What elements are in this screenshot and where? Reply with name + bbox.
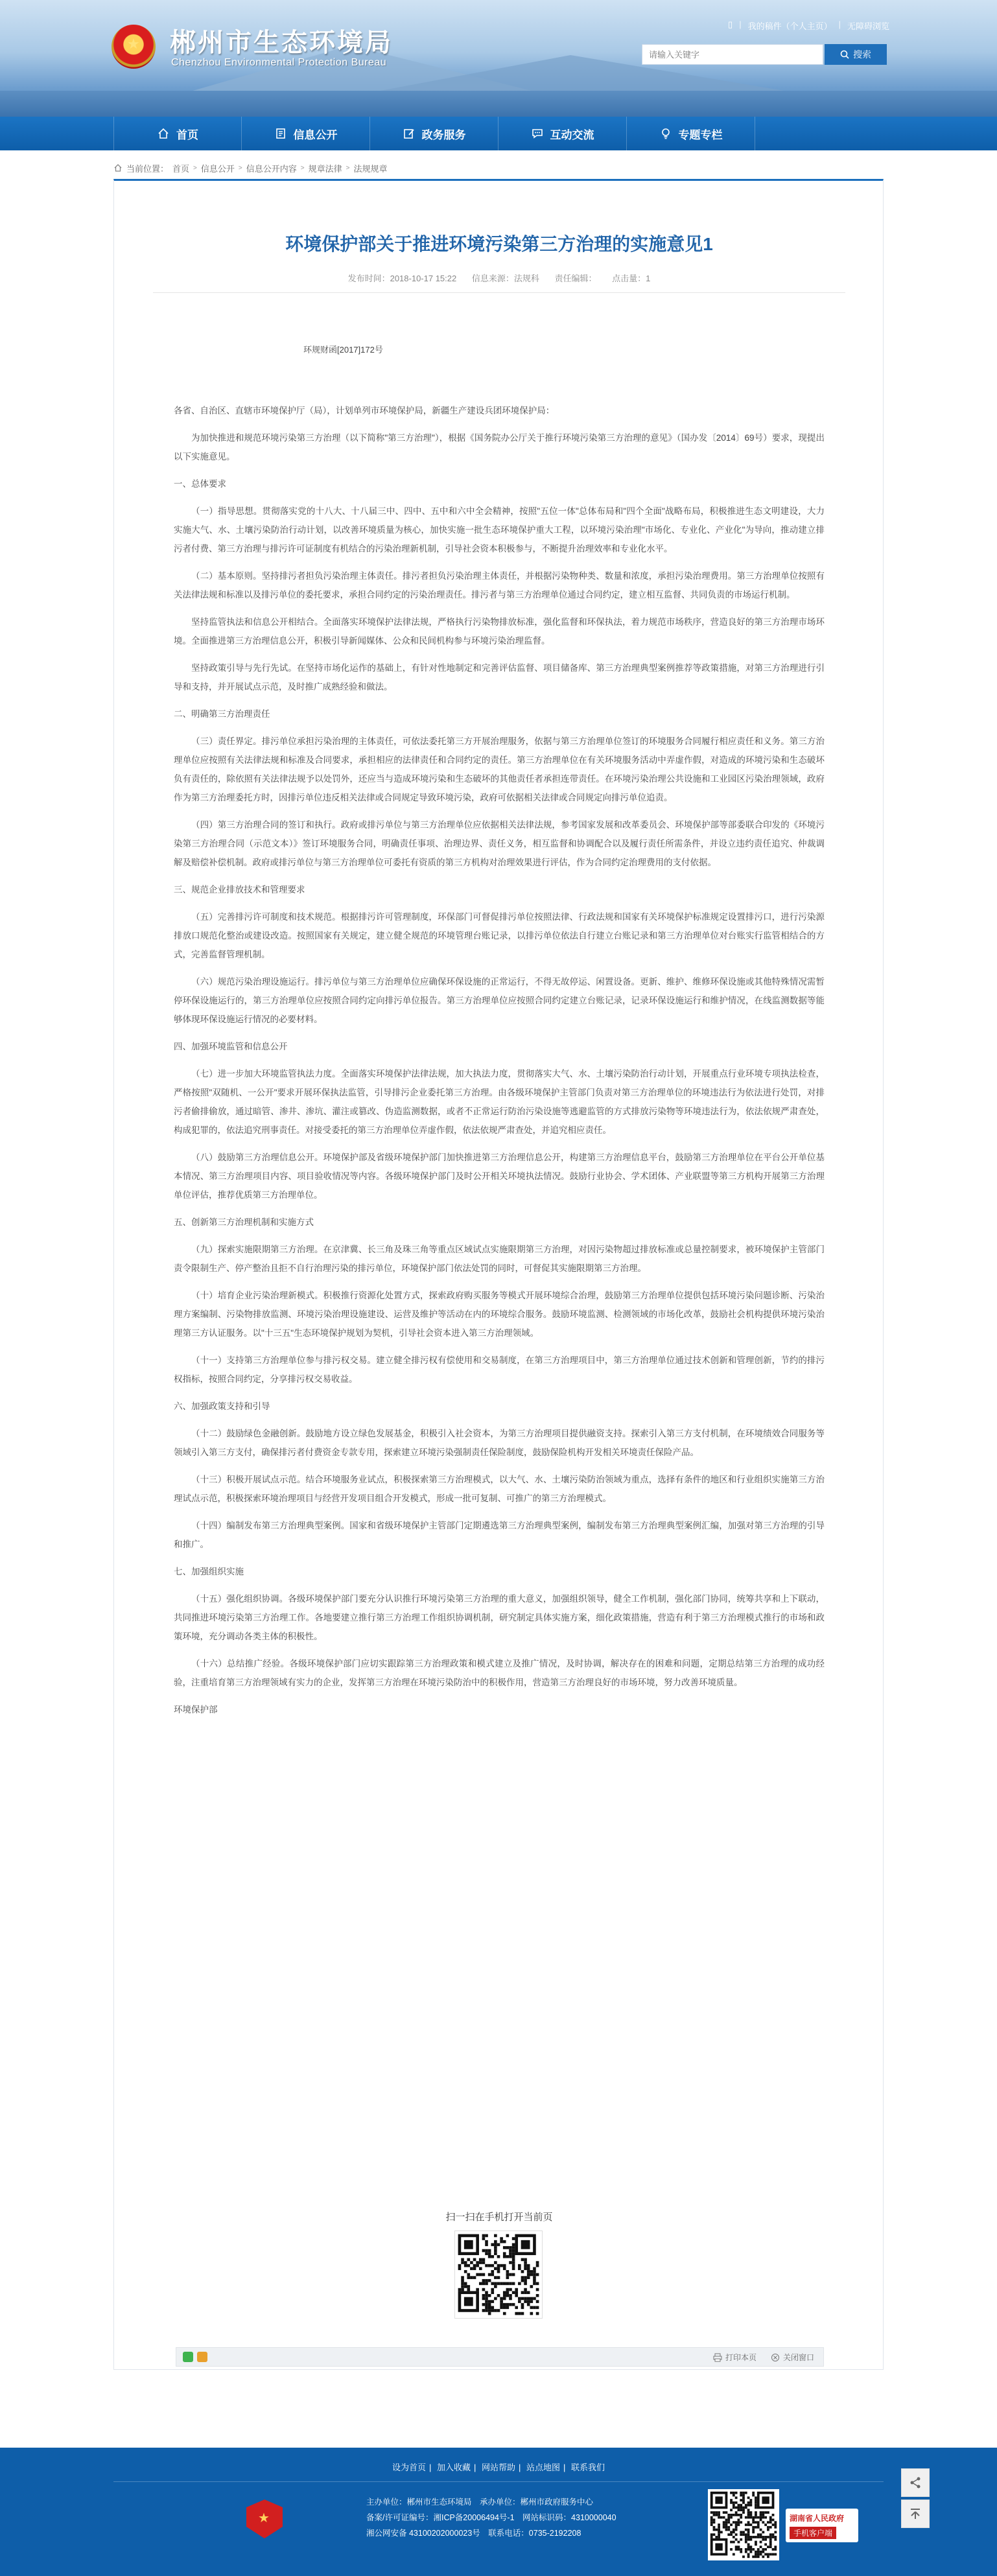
- close-window-button[interactable]: [771, 2352, 814, 2363]
- article-paragraph: （八）鼓励第三方治理信息公开。环境保护部及省级环境保护部门加快推进第三方治理信息公开，构建第三方治理信息平台，鼓励第三方治理单位在平台公开单位基本情况、第三方治理项目内容、项目验收情况等内容。各级环境保护部门及时公开相关环境执法情况。鼓励行业协会、学术团体、产业联盟等第三方机构开展第三方治理单位评估，推荐优质第三方治理单位。: [174, 1153, 825, 1200]
- emblem-star-icon: ★: [127, 36, 140, 53]
- search-button[interactable]: [825, 44, 887, 65]
- article-paragraph: （五）完善排污许可制度和技术规范。根据排污许可管理制度，环保部门可督促排污单位按照法律、行政法规和国家有关环境保护标准规定设置排污口，进行污染源排放口规范化整治或建设改造。按照国家有关规定，建立健全规范的环境管理台账记录，以排污单位依法自行建立台账记录和第三方治理单位对台账实行监管相结合的方式，完善监督管理机制。: [174, 912, 825, 959]
- breadcrumb-prefix: 当前位置：: [126, 163, 169, 174]
- click-count: 点击量：1: [612, 274, 651, 283]
- float-share-button[interactable]: [901, 2468, 930, 2497]
- article-paragraph: （十一）支持第三方治理单位参与排污权交易。建立健全排污权有偿使用和交易制度，在第三方治理项目中，第三方治理单位通过技术创新和管理创新，节约的排污权指标，按照合同约定，分享排污权交易收益。: [174, 1355, 825, 1384]
- footer-link-contact[interactable]: 联系我们: [571, 2463, 605, 2472]
- print-label: 打印本页: [725, 2353, 757, 2362]
- mobile-icon[interactable]: ▯: [728, 19, 733, 29]
- document-icon: [274, 127, 287, 140]
- document-number: 环规财函[2017]172号: [303, 345, 383, 355]
- share-icon[interactable]: [197, 2352, 207, 2362]
- chevron-right-icon: >: [300, 164, 305, 172]
- search-input[interactable]: [642, 44, 823, 65]
- qr-label: 扫一扫在手机打开当前页: [445, 2212, 553, 2223]
- breadcrumb-item[interactable]: 法规规章: [353, 163, 388, 174]
- app-badge[interactable]: [786, 2509, 858, 2542]
- arrow-up-icon: [908, 2507, 922, 2521]
- nav-label: 信息公开: [293, 128, 338, 141]
- close-label: 关闭窗口: [782, 2353, 814, 2362]
- search-icon: [840, 50, 849, 59]
- footer-info-line: 湘公网安备 43100202000023号 联系电话：0735-2192208: [366, 2529, 581, 2538]
- article-paragraph: （二）基本原则。坚持排污者担负污染治理主体责任。排污者担负污染治理主体责任，并根据污染物种类、数量和浓度，承担污染治理费用。第三方治理单位按照有关法律法规和标准以及排污单位的委托要求，承担合同约定的污染治理责任。排污者与第三方治理单位通过合同约定，建立相互监督、共同负责的市场运行机制。: [174, 571, 825, 600]
- printer-icon: [713, 2353, 722, 2362]
- qr-code-icon: [454, 2231, 543, 2319]
- badge-line1: 湖南省人民政府: [790, 2514, 845, 2523]
- footer-info-line: 主办单位：郴州市生态环境局 承办单位：郴州市政府服务中心: [366, 2498, 594, 2507]
- section-heading: 七、加强组织实施: [174, 1567, 244, 1576]
- publish-time: 发布时间：2018-10-17 15:22: [347, 274, 457, 283]
- badge-line2: 手机客户端: [790, 2527, 836, 2539]
- article-paragraph: （一）指导思想。贯彻落实党的十八大、十八届三中、四中、五中和六中全会精神，按照"五位一体"总体布局和"四个全面"战略布局，积极推进生态文明建设，大力实施大气、水、土壤污染防治行动计划，以改善环境质量为核心，加快实施一批生态环境保护重大工程，以环境污染治理"市场化、专业化、产业化"为导向，推动建立排污者付费、第三方治理与排污许可证制度有机结合的污染治理新机制，引导社会资本积极参与，不断提升治理效率和专业化水平。: [174, 506, 825, 554]
- article-paragraph: （三）责任界定。排污单位承担污染治理的主体责任，可依法委托第三方开展治理服务，依据与第三方治理单位签订的环境服务合同履行相应责任和义务。第三方治理单位应按照有关法律法规和标准及合同要求，承担相应的法律责任和合同约定的责任。第三方治理单位在有关环境服务活动中弄虚作假，对造成的环境污染和生态破坏负有责任的，除依照有关法律法规予以处罚外，还应当与造成环境污染和生态破坏的其他责任者承担连带责任。在环境污染治理公共设施和工业园区污染治理领域，政府作为第三方治理委托方时，因排污单位违反相关法律或合同规定导致环境污染，政府可依据相关法律或合同规定向排污单位追责。: [174, 736, 825, 802]
- location-icon: [113, 163, 123, 172]
- footer-divider: [113, 2481, 884, 2482]
- footer-qr-code-icon: [708, 2489, 779, 2560]
- article-paragraph: （十三）积极开展试点示范。结合环境服务业试点，积极探索第三方治理模式，以大气、水、土壤污染防治领域为重点，选择有条件的地区和行业组织实施第三方治理试点示范，积极探索环境治理项目与经营开发项目组合开发模式，形成一批可复制、可推广的第三方治理模式。: [174, 1475, 825, 1503]
- article-title: 环境保护部关于推进环境污染第三方治理的实施意见1: [285, 234, 713, 254]
- nav-item-topics[interactable]: [627, 117, 755, 150]
- breadcrumb: [113, 159, 884, 176]
- breadcrumb-item[interactable]: 信息公开内容: [246, 163, 297, 174]
- footer-info: [366, 2494, 616, 2541]
- article-container: [113, 179, 884, 2370]
- chevron-right-icon: >: [193, 164, 197, 172]
- nav-label: 互动交流: [550, 128, 594, 141]
- section-heading: 六、加强政策支持和引导: [174, 1401, 270, 1411]
- breadcrumb-item[interactable]: 首页: [172, 163, 190, 174]
- back-to-top-button[interactable]: [901, 2500, 930, 2528]
- accessibility-link[interactable]: 无障碍浏览: [847, 21, 889, 31]
- article-paragraph: （四）第三方治理合同的签订和执行。政府或排污单位与第三方治理单位应依据相关法律法规，参考国家发展和改革委员会、环境保护部等部委联合印发的《环境污染第三方治理合同（示范文本）》签订环境服务合同，明确责任事项、治理边界、责任义务，相互监督和协调配合以及履行责任所需条件，并设立违约责任追究、仲裁调解及赔偿补偿机制。政府或排污单位与第三方治理单位可委托有资质的第三方机构对治理效果进行评估，作为合同约定治理费用的支付依据。: [174, 820, 825, 867]
- section-heading: 一、总体要求: [174, 479, 226, 489]
- section-heading: 三、规范企业排放技术和管理要求: [174, 885, 305, 895]
- chat-icon: [531, 127, 544, 140]
- article-paragraph: （十六）总结推广经验。各级环境保护部门应切实跟踪第三方治理政策和模式建立及推广情况，及时协调，解决存在的困难和问题，定期总结第三方治理的成功经验，注重培育第三方治理领域有实力的企业，发挥第三方治理在环境污染防治中的积极作用，营造第三方治理良好的市场环境，努力改善环境质量。: [174, 1659, 825, 1687]
- article-paragraph: 环境保护部: [174, 1705, 218, 1715]
- top-links: ▯ | 我的稿件（个人主页） | 无障碍浏览: [728, 19, 889, 31]
- my-articles-link[interactable]: 我的稿件（个人主页）: [747, 21, 832, 31]
- footer-info-line: 备案/许可证编号：湘ICP备20006494号-1 网站标识码：4310000040: [366, 2513, 616, 2522]
- article-paragraph: 为加快推进和规范环境污染第三方治理（以下简称"第三方治理"），根据《国务院办公厅关于推行环境污染第三方治理的意见》（国办发〔2014〕69号）要求，现提出以下实施意见。: [174, 433, 825, 462]
- bulb-icon: [659, 127, 672, 140]
- footer-links: 设为首页 | 加入收藏 | 网站帮助 | 站点地图 | 联系我们: [392, 2463, 605, 2472]
- divider: [153, 292, 845, 293]
- article-body: [174, 401, 825, 1727]
- article-paragraph: 坚持监管执法和信息公开相结合。全面落实环境保护法律法规，严格执行污染物排放标准，强化监督和环保执法，着力规范市场秩序，营造良好的第三方治理市场环境。全面推进第三方治理信息公开，积极引导新闻媒体、公众和民间机构参与环境污染治理监督。: [174, 617, 825, 646]
- nav-label: 首页: [176, 128, 198, 141]
- article-paragraph: （十）培育企业污染治理新模式。积极推行资源化处置方式，探索政府购买服务等模式开展环境综合治理，鼓励第三方治理单位提供包括环境污染问题诊断、污染治理方案编制、污染物排放监测、环境污染治理设施建设、运营及维护等活动在内的环境综合服务。鼓励环境监测、检测领域的市场化改革，鼓励社会机构提供环境污染治理第三方认证服务。以"十三五"生态环境保护规划为契机，引导社会资本进入第三方治理领域。: [174, 1291, 825, 1338]
- nav-label: 政务服务: [421, 128, 466, 141]
- home-icon: [157, 127, 170, 140]
- site-title[interactable]: 郴州市生态环境局: [170, 27, 393, 58]
- footer-link-sitemap[interactable]: 站点地图: [526, 2463, 561, 2472]
- chevron-right-icon: >: [238, 164, 242, 172]
- footer-link-favorite[interactable]: 加入收藏: [436, 2463, 471, 2472]
- emblem-star-icon: ★: [258, 2510, 270, 2525]
- article-paragraph: 坚持政策引导与先行先试。在坚持市场化运作的基础上，有针对性地制定和完善评估监督、项目储备库、第三方治理典型案例推荐等政策措施，对第三方治理进行引导和支持，并开展试点示范，及时推广成熟经验和做法。: [174, 663, 825, 692]
- article-paragraph: （十二）鼓励绿色金融创新。鼓励地方设立绿色发展基金，积极引入社会资本，为第三方治理项目提供融资支持。探索引入第三方支付机制，在环境绩效合同服务等领域引入第三方支付，确保排污者付费资金专款专用，探索建立环境污染强制责任保险制度，鼓励保险机构开发相关环境责任保险产品。: [174, 1429, 825, 1457]
- section-heading: 四、加强环境监管和信息公开: [174, 1042, 288, 1051]
- article-paragraph: （十五）强化组织协调。各级环境保护部门要充分认识推行环境污染第三方治理的重大意义，加强组织领导，健全工作机制，强化部门协同，统筹共享和上下联动，共同推进环境污染第三方治理工作。各地要建立推行第三方治理工作组织协调机制，研究制定具体实施方案，细化政策措施，营造有利于第三方治理模式推行的市场和政策环境，充分调动各类主体的积极性。: [174, 1594, 825, 1641]
- main-nav: [0, 117, 997, 150]
- wechat-share-icon[interactable]: [183, 2352, 193, 2362]
- nav-label: 专题专栏: [678, 128, 723, 141]
- banner-water: [0, 91, 997, 117]
- footer-link-homepage[interactable]: 设为首页: [392, 2463, 426, 2472]
- nav-item-interaction[interactable]: [498, 117, 627, 150]
- footer-link-help[interactable]: 网站帮助: [481, 2463, 515, 2472]
- article-paragraph: 各省、自治区、直辖市环境保护厅（局），计划单列市环境保护局，新疆生产建设兵团环境保护局：: [174, 406, 555, 416]
- footer: [0, 2448, 997, 2576]
- nav-item-service[interactable]: [370, 117, 498, 150]
- article-paragraph: （六）规范污染治理设施运行。排污单位与第三方治理单位应确保环保设施的正常运行，不得无故停运、闲置设备。更新、维护、维修环保设施或其他特殊情况需暂停环保设施运行的，第三方治理单位应按照合同约定向排污单位报告。第三方治理单位应按照合同约定建立台账记录，记录环保设施运行和维护情况，在线监测数据等能够体现环保设施运行情况的必要材料。: [174, 977, 825, 1024]
- search-button-label: 搜索: [853, 49, 871, 60]
- nav-item-home[interactable]: [113, 117, 242, 150]
- info-source: 信息来源：法规科: [471, 274, 539, 283]
- chevron-right-icon: >: [346, 164, 350, 172]
- site-title-en: Chenzhou Environmental Protection Bureau: [171, 57, 387, 68]
- article-paragraph: （九）探索实施限期第三方治理。在京津冀、长三角及珠三角等重点区域试点实施限期第三方治理，对因污染物超过排放标准或总量控制要求，被环境保护主管部门责令限制生产、停产整治且拒不自行治理污染的排污单位，环境保护部门依法处罚的同时，可督促其实施限期第三方治理。: [174, 1245, 825, 1273]
- article-paragraph: （十四）编制发布第三方治理典型案例。国家和省级环境保护主管部门定期遴选第三方治理典型案例，编制发布第三方治理典型案例汇编，加强对第三方治理的引导和推广。: [174, 1521, 825, 1549]
- article-toolbar: [176, 2347, 824, 2367]
- print-button[interactable]: [713, 2352, 757, 2363]
- section-heading: 二、明确第三方治理责任: [174, 709, 270, 719]
- share-icon: [908, 2476, 922, 2490]
- nav-item-info[interactable]: [242, 117, 370, 150]
- breadcrumb-item[interactable]: 规章法律: [308, 163, 342, 174]
- edit-icon: [403, 127, 416, 140]
- section-heading: 五、创新第三方治理机制和实施方式: [174, 1217, 314, 1227]
- close-icon: [771, 2353, 780, 2362]
- breadcrumb-item[interactable]: 信息公开: [200, 163, 235, 174]
- article-paragraph: （七）进一步加大环境监管执法力度。全面落实环境保护法律法规，加大执法力度，贯彻落实大气、水、土壤污染防治行动计划，开展重点行业环境专项执法检查，严格按照"双随机、一公开"要求开展环保执法监管，引导排污企业委托第三方治理。由各级环境保护主管部门负责对第三方治理单位的环境违法行为依法进行处罚，对排污者偷排偷放，通过暗管、渗井、渗坑、灌注或篡改、伪造监测数据，或者不正常运行防治污染设施等逃避监管的方式排放污染物等环境违法行为，依法依规严肃查处，构成犯罪的，依法追究刑事责任。对接受委托的第三方治理单位弄虚作假，依法依规严肃查处，并追究相应责任。: [174, 1069, 825, 1135]
- editor: 责任编辑：: [554, 274, 597, 283]
- article-meta: [114, 272, 884, 284]
